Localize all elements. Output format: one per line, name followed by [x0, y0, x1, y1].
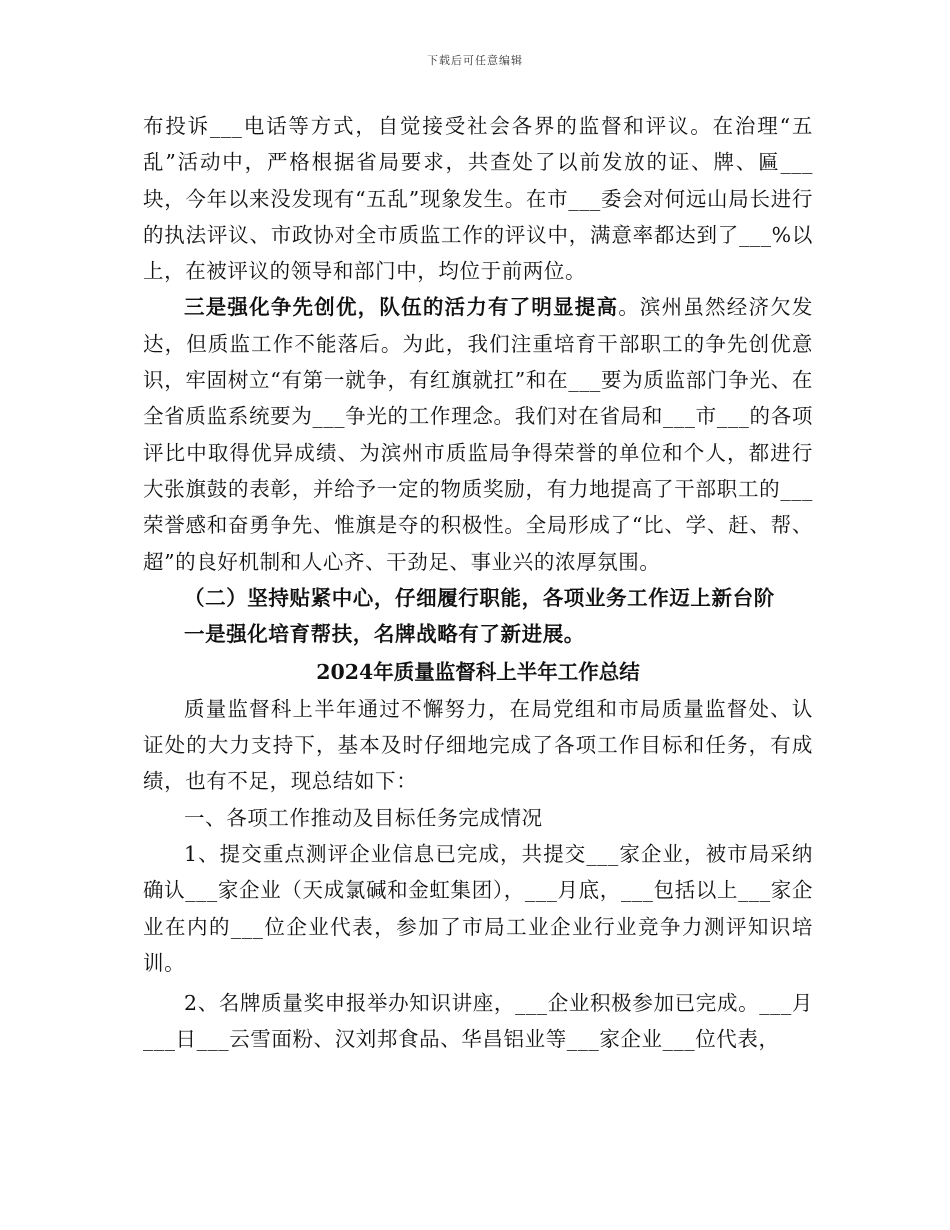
paragraph-competition: [143, 289, 813, 579]
paragraph-item-1: 1、提交重点测评企业信息已完成，共提交___家企业，被市局采纳确认___家企业（天成氯碱和金虹集团），___月底，___包括以上___家企业在内的___位企业代表，参加了市局工业企业行业竞争力测评知识培训。: [143, 841, 813, 975]
document-body: [143, 108, 813, 1058]
paragraph-intro: 质量监督科上半年通过不懈努力，在局党组和市局质量监督处、认证处的大力支持下，基本及时仔细地完成了各项工作目标和任务，有成绩，也有不足，现总结如下：: [143, 696, 813, 794]
paragraph-complaint: 布投诉___电话等方式，自觉接受社会各界的监督和评议。在治理“五乱”活动中，严格根据省局要求，共查处了以前发放的证、牌、匾___块，今年以来没发现有“五乱”现象发生。在市___委会对何远山局长进行的执法评议、市政协对全市质监工作的评议中，满意率都达到了___%以上，在被评议的领导和部门中，均位于前两位。: [143, 114, 813, 284]
section-heading-two: （二）坚持贴紧中心，仔细履行职能，各项业务工作迈上新台阶: [184, 585, 775, 610]
paragraph-item-2: 2、名牌质量奖申报举办知识讲座，___企业积极参加已完成。___月___日___云雪面粉、汉刘邦食品、华昌铝业等___家企业___位代表，: [143, 991, 813, 1052]
document-title: 2024年质量监督科上半年工作总结: [316, 660, 640, 685]
subsection-heading-brand: 一是强化培育帮扶，名牌战略有了新进展。: [184, 622, 585, 647]
paragraph-competition-text: 。滨州虽然经济欠发达，但质监工作不能落后。为此，我们注重培育干部职工的争先创优意识，牢固树立“有第一就争，有红旗就扛”和在___要为质监部门争光、在全省质监系统要为___争光的工作理念。我们对在省局和___市___的各项评比中取得优异成绩、为滨州市质监局争得荣誉的单位和个人，都进行大张旗鼓的表彰，并给予一定的物质奖励，有力地提高了干部职工的___荣誉感和奋勇争先、惟旗是夺的积极性。全局形成了“比、学、赶、帮、超”的良好机制和人心齐、干劲足、事业兴的浓厚氛围。: [143, 295, 814, 574]
paragraph-competition-heading: 三是强化争先创优，队伍的活力有了明显提高: [184, 295, 619, 320]
section-heading-one: 一、各项工作推动及目标任务完成情况: [184, 805, 543, 830]
page-header: 下载后可任意编辑: [427, 54, 523, 67]
